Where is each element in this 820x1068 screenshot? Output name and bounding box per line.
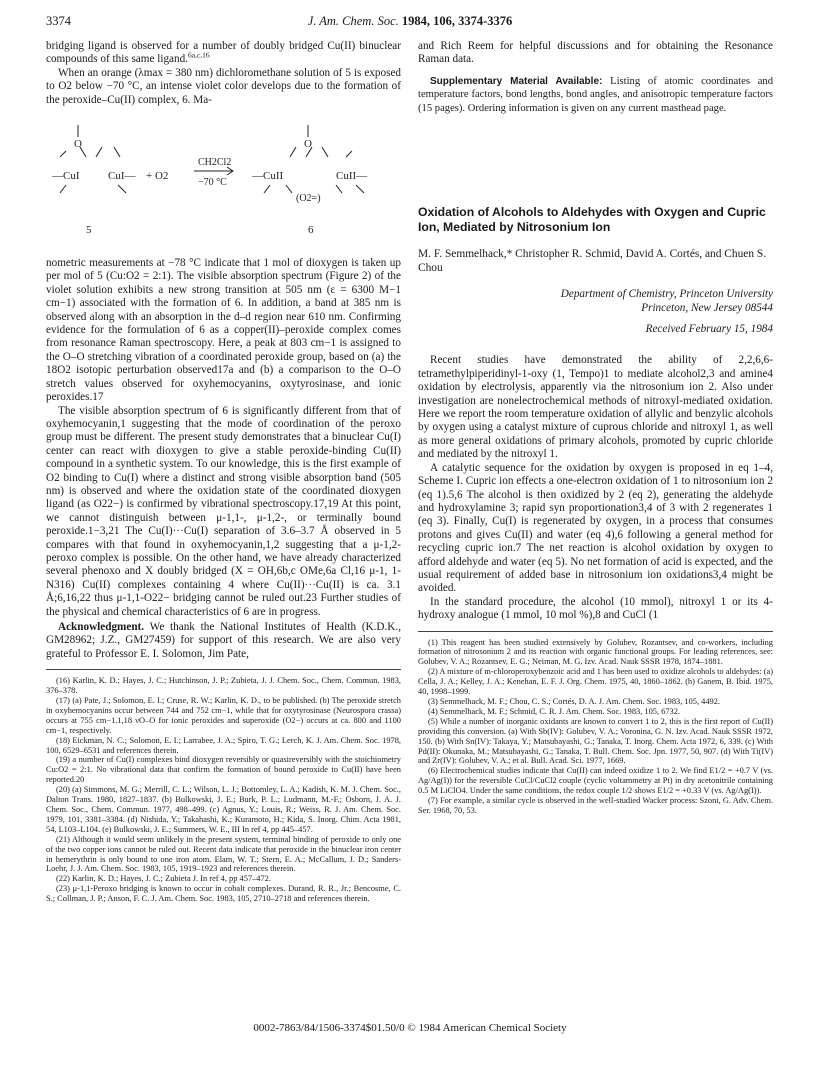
- supplementary-label: Supplementary Material Available:: [430, 75, 603, 87]
- right-footnotes: [418, 638, 773, 816]
- footnote-22: (22) Karlin, K. D.; Hayes, J. C.; Zubieta J. In ref 4, pp 457–472.: [56, 874, 271, 884]
- page-footer: 0002-7863/84/1506-3374$01.50/0 © 1984 American Chemical Society: [253, 1022, 567, 1034]
- acknowledgment: [46, 621, 401, 661]
- scheme-o-left: O: [74, 138, 82, 151]
- scheme-temperature: −70 °C: [198, 177, 227, 189]
- footnote-rule-right: [418, 631, 773, 632]
- footnote-5: (5) While a number of inorganic oxidants are known to convert 1 to 2, this is the first report of Cu(II) providing this conversion. (a) With Sb(IV): Golubev, V. A.; Voronina, G. N. Izv. Acad. Nauk SSSR 1972, 150. (b) With Sn(IV): Takaya, Y.; Matsubayashi, G.; Tanaka, T. Inorg. Chem. Acta 1972, 6, 339. (c) With Pd(II): Okunaka, M.; Matsubayashi, G.; Tanaka, T. Bull. Chem. Soc. Jpn. 1977, 50, 907. (d) With Ti(IV) and Zr(IV): Golubev, V. A.; et al. Bull. Acad. Sci. 1977, 1669.: [418, 716, 773, 766]
- received-date: Received February 15, 1984: [645, 323, 773, 336]
- footnote-6: (6) Electrochemical studies indicate that Cu(II) can indeed oxidize 1 to 2. We find E1/2 = +0.7 V (vs. Ag/Ag(I)) for the reversible CuCl/CuCl2 couple (cyclic voltammetry at Pt) in dry acetonitrile containing 0.5 M LiClO4. Under the same conditions, the redox couple 1/2 shows E1/2 = +0.33 V (vs. Ag/Ag(I)).: [418, 766, 773, 796]
- article-title: Oxidation of Alcohols to Aldehydes with Oxygen and Cupric Ion, Mediated by Nitrosonium Ion: [418, 205, 766, 235]
- footnote-16: (16) Karlin, K. D.; Hayes, J. C.; Hutchinson, J. P.; Zubieta, J. J. Chem. Soc., Chem. Commun. 1983, 376–378.: [46, 676, 401, 696]
- right-paragraph-1: and Rich Reem for helpful discussions and for obtaining the Resonance Raman data.: [418, 40, 773, 66]
- article-authors: M. F. Semmelhack,* Christopher R. Schmid, David A. Cortés, and Chuen S. Chou: [418, 248, 767, 275]
- journal-year-volume: 1984, 106, 3374-3376: [401, 14, 513, 28]
- footnote-7: (7) For example, a similar cycle is observed in the well-studied Wacker process: Szoni, G. Adv. Chem. Ser. 1968, 70, 53.: [418, 796, 773, 815]
- scheme-solvent: CH2Cl2: [198, 157, 232, 169]
- footnote-3: (3) Semmelhack, M. F.; Chou, C. S.; Cortés, D. A. J. Am. Chem. Soc. 1983, 105, 4492.: [428, 697, 720, 706]
- scheme-cu1-left: —CuI: [52, 170, 80, 183]
- journal-name: J. Am. Chem. Soc.: [307, 14, 399, 28]
- footnote-2: (2) A mixture of m-chloroperoxybenzoic acid and 1 has been used to oxidize alcohols to aldehydes: (a) Cella, J. A.; Kelley, J. A.; Kenehan, E. F. J. Org. Chem. 1975, 40, 1860–1862. (b) Ganem, B. Ibid. 1975, 40, 1998–1999.: [418, 667, 773, 697]
- left-paragraph-2: When an orange (λmax = 380 nm) dichloromethane solution of 5 is exposed to O2 below −70 °C, an intense violet color develops due to the formation of the peroxide–Cu(II) complex, 6. Ma-: [46, 66, 401, 106]
- reaction-scheme: [46, 111, 401, 251]
- scheme-cu2-right: CuII—: [336, 170, 368, 183]
- left-paragraph-3: nometric measurements at −78 °C indicate that 1 mol of dioxygen is taken up per mol of 5 (Cu:O2 = 2:1). The visible absorption spectrum (Figure 2) of the violet solution exhibits a new strong transition at 505 nm (ε = 6300 M−1 cm−1) associated with the formation of 6. In addition, a band at 385 nm is observed along with an absorption in the d–d region near 610 nm. Confirming evidence for the formulation of 6 as a copper(II)–peroxide complex comes from resonance Raman spectroscopy. Here, a peak at 803 cm−1 is assigned to the O–O stretching vibration of a coordinated peroxide group, based on (a) the 18O2 isotopic perturbation observed17a and (b) a comparison to the O–O stretch values observed for oxyhemocyanins, oxytyrosinase, and ionic peroxides.17: [46, 257, 401, 404]
- footnote-rule-left: [46, 669, 401, 670]
- left-paragraph-1: bridging ligand is observed for a number of doubly bridged Cu(II) binuclear compounds of this same ligand.$^{6a,c,16}$: [46, 40, 401, 66]
- acknowledgment-label: Acknowledgment.: [58, 621, 145, 633]
- right-column: [418, 40, 773, 816]
- page-number: 3374: [46, 14, 71, 28]
- footnote-21: (21) Although it would seem unlikely in the present system, terminal binding of peroxide to only one of the two copper ions cannot be ruled out. Recent data indicate that peroxide in the binuclear iron center in hemerythrin is only bound to one iron atom. Elam, W. T.; Stern, E. A.; McCallum, J. D.; Sanders-Loehr, J. J. Am. Chem. Soc. 1983, 105, 1919–1923 and references therein.: [46, 834, 401, 874]
- supplementary-text: Listing of atomic coordinates and temperature factors, bond lengths, bond angles, and anisotropic temperature factors (15 pages). Ordering information is given on any current masthead page.: [418, 75, 774, 114]
- affiliation-department: Department of Chemistry, Princeton University: [560, 288, 773, 301]
- affiliation-location: Princeton, New Jersey 08544: [641, 302, 773, 315]
- left-paragraph-4: The visible absorption spectrum of 6 is significantly different from that of oxyhemocyanin,1 suggesting that the mode of coordination of the peroxo group must be different. The present study demonstrates that a binuclear Cu(I) center can react with dioxygen to give a stable peroxide-binding Cu(II) compound in a synthetic system. To our knowledge, this is the first example of O2 binding to Cu(I) where a distinct and strong visible absorption band (505 nm) is observed and where the oxidation state of the coordinated dioxygen ligand (as O22−) is confirmed by vibrational spectroscopy.17,19 At this point, we cannot distinguish between μ-1,1-, μ-1,2-, or terminally bound peroxide.1−3,21 The Cu(I)···Cu(I) separation of 3.6–3.7 Å observed in 5 compares with that found in oxyhemocyanin,1,2 suggesting that a μ-1,2-peroxo complex is possible. On the other hand, we have already characterized several phenoxo and X doubly bridged (X = OH,6b,c OMe,6a Cl,16 μ-1, 1-N316) Cu(II) complexes containing 4 where Cu(II)···Cu(II) is ca. 3.1 Å;6,16,22 thus μ-1,1-O22− bridging cannot be ruled out.23 Further studies of the physical and chemical characteristics of 6 are in progress.: [46, 404, 401, 618]
- article-body: [418, 354, 773, 622]
- scheme-cu2-left: —CuII: [252, 170, 284, 183]
- supplementary-material: [418, 75, 773, 115]
- compound-label-5: 5: [86, 224, 92, 237]
- acknowledgment-text: We thank the National Institutes of Health (K.D.K., GM28962; J.Z., GM27459) for support of this research. We are also very grateful to Professor E. I. Solomon, Jim Pate,: [46, 621, 401, 660]
- footnote-17: (17) (a) Pate, J.; Solomon, E. I.; Cruse, R. W.; Karlin, K. D., to be published. (b) The peroxide stretch in oxyhemocyanins occur between 744 and 752 cm−1, while that for oxytyrosinase (Neurospora crassa) occurs at 755 cm−1.1,18 νO–O for ionic peroxides and superoxide (O2−) occurs at ca. 800 and 1100 cm−1, respectively.: [46, 696, 401, 735]
- footnote-19: (19) a number of Cu(I) complexes bind dioxygen reversibly or quasireversibly with the stoichiometry Cu:O2 = 2:1. No vibrational data that confirm the formation of bound peroxide to Cu(II) have been reported.20: [46, 755, 401, 785]
- scheme-cu1-right: CuI—: [108, 170, 136, 183]
- affiliation: [418, 287, 773, 315]
- scheme-o-right: O: [304, 138, 312, 151]
- footnote-23: (23) μ-1,1-Peroxo bridging is known to occur in cobalt complexes. Durand, R. R., Jr.; Bencosme, C. S.; Collman, J. P.; Anson, F. C. J. Am. Chem. Soc. 1983, 105, 2710–2718 and references therein.: [46, 884, 401, 904]
- body-paragraph-1: Recent studies have demonstrated the ability of 2,2,6,6-tetramethylpiperidinyl-1-oxy (1, Tempo)1 to mediate alcohol2,3 and amine4 oxidation by electrolysis, apparently via the nitrosonium ion 2. Also under investigation are nonelectrochemical methods of nitroxyl-mediated oxidation. Here we report the room temperature oxidation of allylic and benzylic alcohols by oxygen using a catalyst mixture of cuprous chloride and nitroxyl 1, as well as more general oxidations of primary alcohols, promoted by cupric chloride and mediated by the nitroxyl 1.: [418, 354, 773, 461]
- journal-citation: [46, 14, 774, 29]
- page-header: [46, 14, 774, 32]
- reaction-scheme-drawing: [46, 111, 401, 251]
- left-column: [46, 40, 401, 904]
- scheme-peroxide: (O2=): [296, 193, 321, 205]
- body-paragraph-2: A catalytic sequence for the oxidation by oxygen is proposed in eq 1–4, Scheme I. Cupric ion effects a one-electron oxidation of 1 to nitrosonium ion 2 (eq 1).5,6 The alcohol is then oxidized by 2 (eq 2), generating the aldehyde and hydroxylamine 3; rapid syn proportionation3,4 of 3 with 2 regenerates 1 (eq 3). Finally, Cu(I) is regenerated by oxygen, in a process that consumes protons and gives Cu(II) and water (eq 4),6 following a general method for recycling cupric ion.7 The net reaction is alcohol oxidation by oxygen to afford aldehyde and water (eq 5). No net formation of acid is expected, and the usual requirement of added base in nitrosonium ion oxidations3,4 might be avoided.: [418, 461, 773, 595]
- footnote-18: (18) Eickman, N. C.; Solomon, E. I.; Larrabee, J. A.; Spiro, T. G.; Lerch, K. J. Am. Chem. Soc. 1978, 100, 6529–6531 and references therein.: [46, 735, 401, 755]
- body-paragraph-3: In the standard procedure, the alcohol (10 mmol), nitroxyl 1 or its 4-hydroxy analogue (1 mmol, 10 mol %),8 and CuCl (1: [418, 595, 773, 622]
- left-footnotes: [46, 676, 401, 904]
- scheme-plus-o2: + O2: [146, 170, 169, 183]
- footnote-20: (20) (a) Simmons, M. G.; Merrill, C. L.; Wilson, L. J.; Bottomley, L. A.; Kadish, K. M. J. Chem. Soc., Dalton Trans. 1980, 1827–1837. (b) Bulkowski, J. E.; Burk, P. L.; Ludmann, M.-F.; Osborn, J. A. J. Chem. Soc., Chem. Commun. 1977, 498–499. (c) Agnus, Y.; Louis, R.; Weiss, R. J. Am. Chem. Soc. 1979, 101, 3381–3384. (d) Nishida, Y.; Takahashi, K.; Kuramoto, H.; Kida, S. Inorg. Chim. Acta 1981, 54, L103–L104. (e) Bulkowski, J. E.; Summers, W. E., III In ref 4, pp 445–457.: [46, 785, 401, 834]
- footnote-4: (4) Semmelhack, M. F.; Schmid, C. R. J. Am. Chem. Soc. 1983, 105, 6732.: [428, 706, 680, 716]
- compound-label-6: 6: [308, 224, 314, 237]
- footnote-1: (1) This reagent has been studied extensively by Golubev, Rozantsev, and co-workers, including formation of nitrosonium 2 and its reaction with organic functional groups. For leading references, see: Golubev, V. A.; Rozantsev, E. G.; Neiman, M. G. Izv. Acad. Nauk SSSR 1978, 1874–1881.: [418, 637, 773, 667]
